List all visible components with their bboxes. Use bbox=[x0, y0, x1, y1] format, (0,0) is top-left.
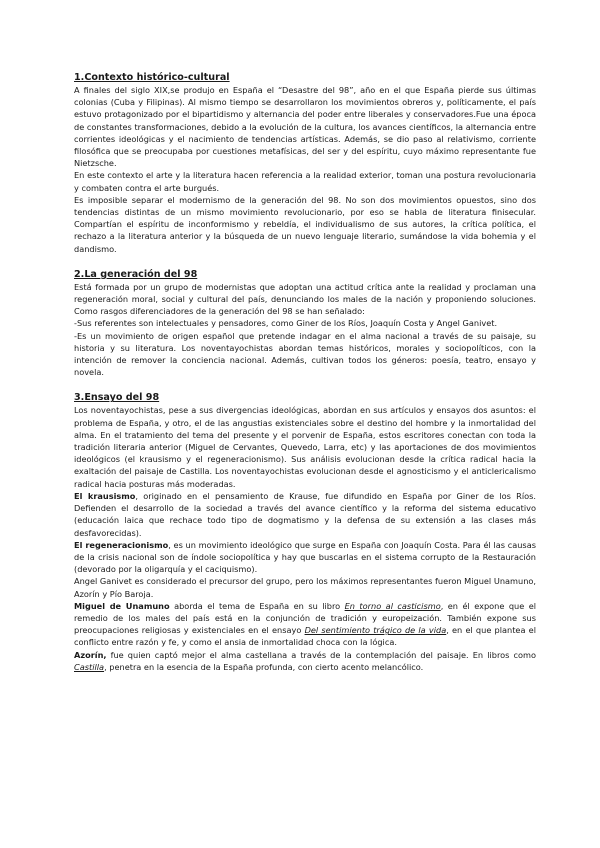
section-heading: 1.Contexto histórico-cultural bbox=[74, 72, 230, 83]
term-regeneracionismo: El regeneracionismo bbox=[74, 539, 169, 550]
paragraph: -Es un movimiento de origen español que pretende indagar en el alma nacional a través de su paisaje, su historia y su literatura. Los noventayochistas abordan temas históricos, morales y sociopolíticos, con la intención de remover la conciencia nacional. Además, cultivan todos los géneros: poesía, teatro, ensayo y novela. bbox=[74, 330, 536, 378]
azorin-text-1: fue quien captó mejor el alma castellana a través de la contemplación del paisaje. En libros como bbox=[106, 649, 536, 660]
section-heading: 2.La generación del 98 bbox=[74, 268, 198, 280]
paragraph-ganivet: Angel Ganivet es considerado el precursor del grupo, pero los máximos representantes fueron Miguel Unamuno, Azorín y Pío Baroja. bbox=[74, 576, 536, 599]
section-contexto bbox=[74, 72, 536, 255]
section-heading: 3.Ensayo del 98 bbox=[74, 392, 160, 404]
regeneracionismo-text: , es un movimiento ideológico que surge en España con Joaquín Costa. Para él las causas de la crisis nacional son de índole sociopolítica y hay que buscarlas en el sistema corrupto de la Restauración (devorado por la oligarquía y el caciquismo). bbox=[74, 539, 536, 575]
author-azorin: Azorín, bbox=[74, 649, 107, 660]
section-generacion bbox=[74, 269, 536, 379]
paragraph-regeneracionismo bbox=[74, 539, 536, 576]
section-ensayo bbox=[74, 392, 536, 672]
book-title: Del sentimiento trágico de la vida bbox=[304, 625, 447, 636]
paragraph: En este contexto el arte y la literatura hacen referencia a la realidad exterior, toman una postura revolucionaria y combaten contra el arte burgués. bbox=[74, 170, 536, 193]
paragraph-azorin bbox=[74, 649, 536, 673]
azorin-text-2: , penetra en la esencia de la España profunda, con cierto acento melancólico. bbox=[104, 661, 424, 672]
paragraph: Está formada por un grupo de modernistas que adoptan una actitud crítica ante la realidad y proclaman una regeneración moral, social y cultural del país, denunciando los males de la nación y proponiendo soluciones. Como rasgos diferenciadores de la generación del 98 se han señalado: bbox=[74, 281, 536, 317]
paragraph: -Sus referentes son intelectuales y pensadores, como Giner de los Ríos, Joaquín Costa y Angel Ganivet. bbox=[74, 318, 498, 329]
paragraph-intro: Los noventayochistas, pese a sus divergencias ideológicas, abordan en sus artículos y ensayos dos asuntos: el problema de España, y otro, el de las angustias existenciales sobre el destino del hombre y la inmortalidad del alma. En el tratamiento del tema del presente y el porvenir de España, estos escritores conectan con toda la tradición literaria anterior (Miguel de Cervantes, Quevedo, Larra, etc) y las aportaciones de dos movimientos ideológicos (el krausismo y el regeneracionismo). Sus análisis evolucionan desde la crítica radical hacia la exaltación del paisaje de Castilla. Los noventayochistas evolucionan desde el agnosticismo y el anticlericalismo radical hacia posturas más moderadas. bbox=[74, 405, 536, 489]
term-krausismo: El krausismo bbox=[74, 490, 136, 501]
unamuno-text-1: aborda el tema de España en su libro bbox=[169, 600, 345, 611]
document-page bbox=[74, 72, 536, 687]
paragraph: Es imposible separar el modernismo de la generación del 98. No son dos movimientos opuestos, sino dos tendencias distintas de un mismo movimiento revolucionario, por eso se habla de literatura finisecular. Compartían el espíritu de inconformismo y rebeldía, el individualismo de sus autores, la crítica política, el rechazo a la literatura anterior y la búsqueda de un nuevo lenguaje literario, sumándose la vida bohemia y el dandismo. bbox=[74, 194, 536, 254]
unamuno-text-3: , en el que plantea el conflicto entre razón y fe, y como el ansia de inmortalidad choca con la lógica. bbox=[74, 625, 536, 648]
book-title: En torno al casticismo bbox=[344, 600, 441, 611]
paragraph: A finales del siglo XIX,se produjo en España el “Desastre del 98”, año en el que España pierde sus últimas colonias (Cuba y Filipinas). Al mismo tiempo se desarrollaron los movimientos obreros y, políticamente, el país estuvo protagonizado por el bipartidismo y alternancia del poder entre liberales y conservadores.Fue una época de constantes transformaciones, debido a la evolución de la cultura, los avances científicos, la alternancia entre corrientes ideológicas y el nacimiento de tendencias artísticas. Además, se dio paso al relativismo, corriente filosófica que se preocupaba por cuestiones metafísicas, del ser y del espíritu, cuyo máximo representante fue Nietzsche. bbox=[74, 85, 536, 169]
paragraph-krausismo bbox=[74, 490, 536, 539]
unamuno-text-2: , en él expone que el remedio de los males del país está en la conjunción de tradición y europeización. También expone sus preocupaciones religiosas y existenciales en el ensayo bbox=[74, 600, 537, 636]
book-title: Castilla bbox=[74, 661, 105, 672]
krausismo-text: , originado en el pensamiento de Krause, fue difundido en España por Giner de los Ríos. Defienden el desarrollo de la sociedad a través del avance científico y la reforma del sistema educativo (educación laica que rechace todo tipo de dogmatismo y la defensa de su extensión a las clases más desfavorecidas). bbox=[74, 490, 536, 538]
paragraph-unamuno bbox=[74, 600, 536, 649]
author-unamuno: Miguel de Unamuno bbox=[74, 600, 170, 611]
